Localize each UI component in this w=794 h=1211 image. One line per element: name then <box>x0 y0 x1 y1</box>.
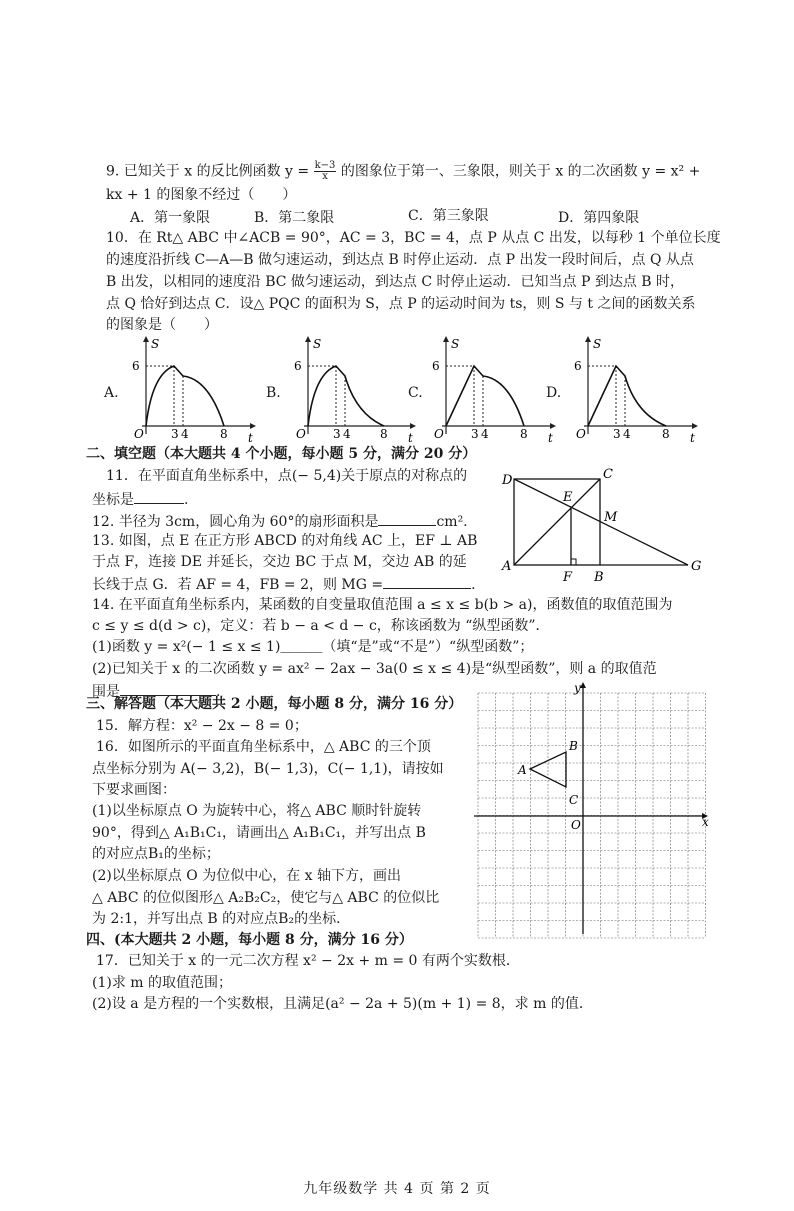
q10-line2: 的速度沿折线 C—A—B 做匀速运动，到达点 B 时停止运动．点 P 出发一段时间后，点 Q 从点 <box>106 252 694 268</box>
graph-d-origin: O <box>576 427 586 441</box>
q12-text: 12. 半径为 3cm，圆心角为 60°的扇形面积是 <box>92 514 379 530</box>
graph-c-s: S <box>451 337 460 351</box>
graph-c-8: 8 <box>520 427 528 441</box>
q16-line7: (2)以坐标原点 O 为位似中心，在 x 轴下方，画出 <box>92 868 402 884</box>
graph-a-4: 4 <box>181 427 189 441</box>
graph-d <box>566 334 698 444</box>
q13-line2: 于点 F，连接 DE 并延长，交边 BC 于点 M，交边 AB 的延 <box>92 554 467 570</box>
graph-b-3: 3 <box>333 427 341 441</box>
q14-line1: 14. 在平面直角坐标系内，某函数的自变量取值范围 a ≤ x ≤ b(b > a)，函数值的取值范围为 <box>92 597 673 613</box>
graph-b-4: 4 <box>343 427 351 441</box>
grid-b: B <box>569 739 578 753</box>
grid-origin: O <box>571 818 581 832</box>
q10-line4: 点 Q 恰好到达点 C．设△ PQC 的面积为 S，点 P 的运动时间为 ts，则 S 与 t 之间的函数关系 <box>106 296 696 312</box>
q14-line2: c ≤ y ≤ d(d > c)，定义：若 b − a < d − c，称该函数为 “纵型函数”． <box>92 618 550 634</box>
q16-line3: 下要求画图： <box>92 782 176 798</box>
q11-line2: 坐标是 . <box>92 489 188 509</box>
q9-frac-num: k−3 <box>314 160 336 171</box>
q14-blank[interactable] <box>120 681 216 696</box>
fig13-c: C <box>603 467 613 482</box>
graph-b-8: 8 <box>380 427 388 441</box>
grid-c: C <box>569 793 579 807</box>
graph-d-4: 4 <box>623 427 631 441</box>
q9-fraction <box>314 161 337 182</box>
grid-x-label: x <box>702 815 709 829</box>
q9-frac-den: x <box>322 171 328 182</box>
q13-line3: 长线于点 G．若 AF = 4，FB = 2，则 MG = . <box>92 574 476 594</box>
q9-option-b: B．第二象限 <box>254 210 335 226</box>
grid-a: A <box>518 763 527 777</box>
graph-a-t: t <box>248 431 253 444</box>
q9-option-c: C．第三象限 <box>408 208 489 224</box>
graph-a-origin: O <box>134 427 144 441</box>
graph-b-t: t <box>408 431 413 444</box>
graph-a-s: S <box>151 337 160 351</box>
graph-a-3: 3 <box>171 427 179 441</box>
fig13-e: E <box>563 490 573 505</box>
q10-line5: 的图象是（ ） <box>106 317 218 333</box>
q12-blank[interactable] <box>378 511 436 526</box>
graph-b-label: B. <box>266 385 281 401</box>
graph-b-s: S <box>313 337 322 351</box>
q16-line5: 90°，得到△ A₁B₁C₁，请画出△ A₁B₁C₁，并写出点 B <box>92 825 426 841</box>
q12-line <box>92 511 468 531</box>
q11-line1: 11．在平面直角坐标系中，点(− 5,4)关于原点的对称点的 <box>106 468 468 484</box>
q9-text-b: 的图象位于第一、三象限，则关于 x 的二次函数 y = x² + <box>340 163 701 180</box>
graph-d-3: 3 <box>613 427 621 441</box>
q13-blank[interactable] <box>383 574 471 589</box>
q17-line2: (1)求 m 的取值范围； <box>92 975 233 991</box>
q17-line1: 17．已知关于 x 的一元二次方程 x² − 2x + m = 0 有两个实数根． <box>96 953 520 969</box>
q9-line1 <box>106 161 700 182</box>
graph-c <box>424 334 556 444</box>
q13-figure <box>500 462 708 584</box>
q15-line: 15．解方程：x² − 2x − 8 = 0； <box>96 718 308 734</box>
graph-d-6: 6 <box>574 359 582 373</box>
page-footer: 九年级数学 共 4 页 第 2 页 <box>303 1181 491 1197</box>
q16-line2: 点坐标分别为 A(− 3,2)，B(− 1,3)，C(− 1,1)，请按如 <box>92 761 444 777</box>
q9-option-a: A．第一象限 <box>130 210 211 226</box>
q14-text: 围是 <box>92 684 120 700</box>
q16-line9: 为 2:1，并写出点 B 的对应点B₂的坐标． <box>92 911 351 927</box>
fig13-g: G <box>691 559 702 574</box>
graph-c-3: 3 <box>471 427 479 441</box>
q11-blank[interactable] <box>134 489 184 504</box>
q12-unit: cm². <box>436 514 468 530</box>
section-3-title: 三、解答题（本大题共 2 小题，每小题 8 分，满分 16 分） <box>86 696 463 712</box>
q11-text: 坐标是 <box>92 492 134 508</box>
graph-c-label: C. <box>408 385 423 401</box>
fig13-d: D <box>502 473 513 488</box>
graph-c-origin: O <box>434 427 444 441</box>
q13-line1: 13. 如图，点 E 在正方形 ABCD 的对角线 AC 上，EF ⊥ AB <box>92 533 478 549</box>
q16-line1: 16．如图所示的平面直角坐标系中，△ ABC 的三个顶 <box>96 739 431 755</box>
q16-grid-figure <box>470 678 714 940</box>
graph-c-t: t <box>548 431 553 444</box>
q10-line1: 10．在 Rt△ ABC 中∠ACB = 90°，AC = 3，BC = 4，点 P 从点 C 出发，以每秒 1 个单位长度 <box>106 230 721 246</box>
fig13-a: A <box>502 559 512 574</box>
q16-line6: 的对应点B₁的坐标； <box>92 846 220 862</box>
graph-a-8: 8 <box>220 427 228 441</box>
graph-d-label: D. <box>546 385 562 401</box>
q13-text: 长线于点 G．若 AF = 4，FB = 2，则 MG = <box>92 577 384 593</box>
graph-b-6: 6 <box>294 359 302 373</box>
q17-line3: (2)设 a 是方程的一个实数根，且满足(a² − 2a + 5)(m + 1) = 8，求 m 的值． <box>92 996 593 1012</box>
graph-d-s: S <box>593 337 602 351</box>
graph-a-6: 6 <box>132 359 140 373</box>
q9-text-a: 9. 已知关于 x 的反比例函数 y = <box>106 163 310 180</box>
graph-c-6: 6 <box>432 359 440 373</box>
graph-d-t: t <box>690 431 695 444</box>
graph-a <box>124 334 256 444</box>
q14-line5: 围是 . <box>92 681 220 701</box>
section-2-title: 二、填空题（本大题共 4 个小题，每小题 5 分，满分 20 分） <box>86 446 477 462</box>
graph-a-label: A. <box>104 385 119 401</box>
fig13-b: B <box>594 570 604 584</box>
q14-line3: (1)函数 y = x²(− 1 ≤ x ≤ 1)＿＿＿（填“是”或“不是”）“纵型函数”； <box>92 639 534 655</box>
grid-y-label: y <box>574 681 581 695</box>
graph-b-origin: O <box>296 427 306 441</box>
q9-line2: kx + 1 的图象不经过（ ） <box>106 187 297 203</box>
fig13-m: M <box>604 510 618 525</box>
fig13-f: F <box>563 570 573 584</box>
graph-b <box>286 334 416 444</box>
section-4-title: 四、(本大题共 2 小题，每小题 8 分，满分 16 分） <box>86 932 413 948</box>
q14-line4: (2)已知关于 x 的二次函数 y = ax² − 2ax − 3a(0 ≤ x ≤ 4)是“纵型函数”，则 a 的取值范 <box>92 661 657 677</box>
q10-line3: B 出发，以相同的速度沿 BC 做匀速运动，到达点 C 时停止运动．已知当点 P 到达点 B 时， <box>106 274 685 290</box>
q9-option-d: D．第四象限 <box>558 210 640 226</box>
q16-line8: △ ABC 的位似图形△ A₂B₂C₂，使它与△ ABC 的位似比 <box>92 890 440 906</box>
graph-c-4: 4 <box>481 427 489 441</box>
graph-d-8: 8 <box>662 427 670 441</box>
q16-line4: (1)以坐标原点 O 为旋转中心，将△ ABC 顺时针旋转 <box>92 803 422 819</box>
